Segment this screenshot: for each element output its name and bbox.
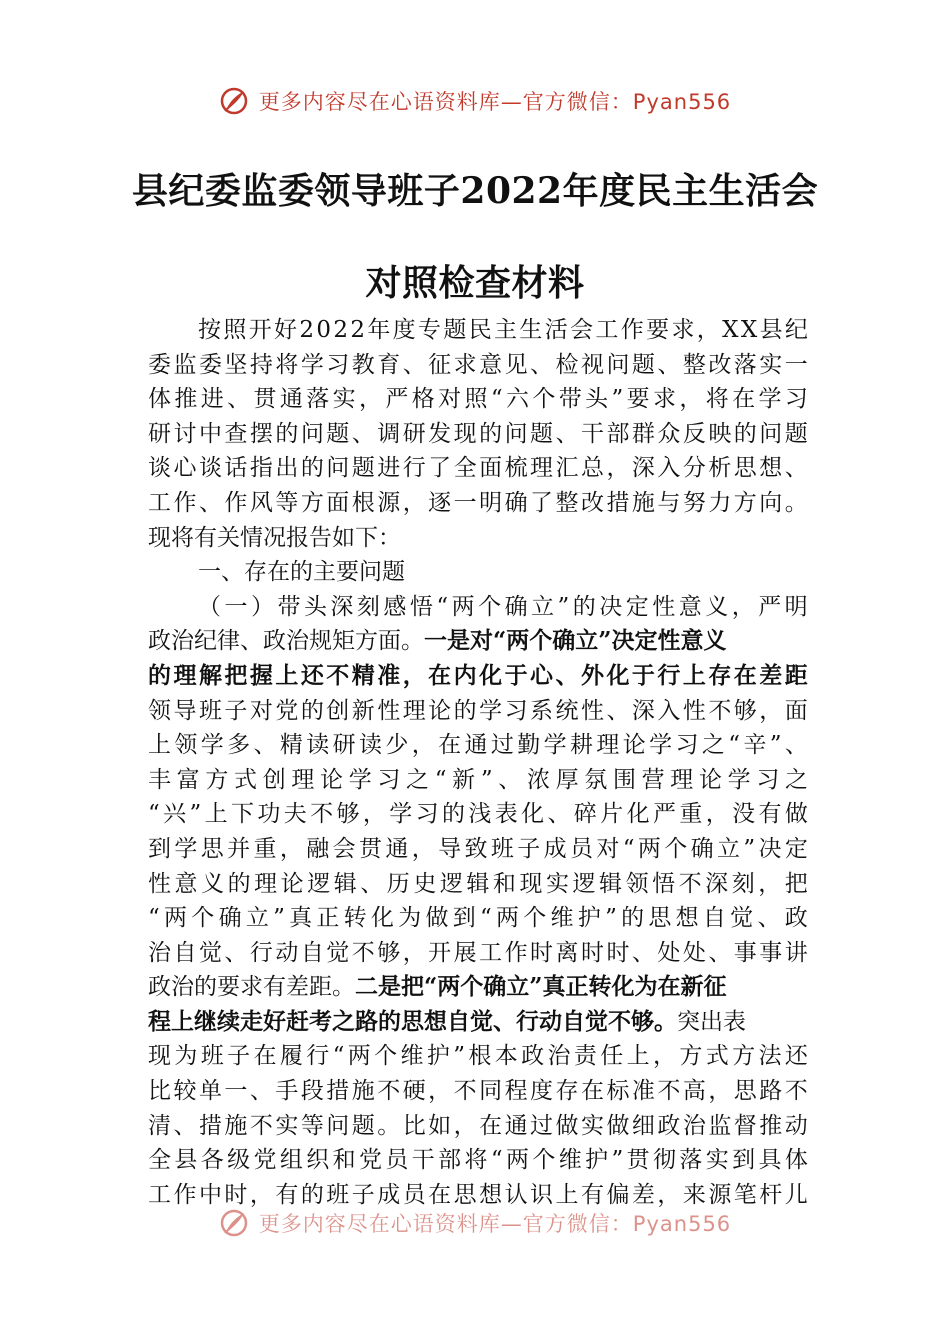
para-line: 丰 富 方 式 创 理 论 学 习 之 “ 新 ” 、 浓 厚 氛 围 营 理 论 学 习 之 [148, 766, 808, 793]
para-line: “ 兴 ” 上 下 功 夫 不 够 ， 学 习 的 浅 表 化 、 碎 片 化 严 重 ， 没 有 做 [148, 801, 808, 828]
para-line: 到 学 思 并 重 ， 融 会 贯 通 ， 导 致 班 子 成 员 对 “ 两 个 确 立 ” 决 定 [148, 835, 808, 862]
para-line: （ 一 ） 带 头 深 刻 感 悟 “ 两 个 确 立 ” 的 决 定 性 意 义 ， 严 明 [198, 593, 808, 620]
para-text: 政治纪律、政治规矩方面。 [148, 628, 424, 655]
para-line: 现 为 班 子 在 履 行 “ 两 个 维 护 ” 根 本 政 治 责 任 上 ， 方 式 方 法 还 [148, 1043, 808, 1070]
para-line: “ 两 个 确 立 ” 真 正 转 化 为 做 到 “ 两 个 维 护 ” 的 思 想 自 觉 、 政 [148, 905, 808, 932]
intro-line: 体 推 进 、 贯 通 落 实 ， 严 格 对 照 “ 六 个 带 头 ” 要 求 ， 将 在 学 习 [148, 386, 808, 413]
document-title-line-2: 对照检查材料 [365, 262, 585, 304]
intro-line: 按 照 开 好 2 0 2 2 年 度 专 题 民 主 生 活 会 工 作 要 求 ， X X 县 纪 [198, 317, 808, 343]
watermark-text: 更多内容尽在心语资料库—官方微信：Pyan556 [258, 1212, 732, 1236]
watermark-text: 更多内容尽在心语资料库—官方微信：Pyan556 [258, 90, 732, 114]
feather-pen-logo-icon [219, 1208, 249, 1238]
intro-line: 现将有关情况报告如下： [148, 524, 401, 551]
para-text: 政治的要求有差距。 [148, 974, 355, 1001]
document-title-line-1: 县纪委监委领导班子2022年度民主生活会 [131, 170, 819, 212]
document-body [148, 313, 808, 1212]
para-line [148, 970, 808, 1005]
para-bold-text: 一是对“两个确立”决定性意义 [424, 627, 727, 655]
para-line: 治 自 觉 、 行 动 自 觉 不 够 ， 开 展 工 作 时 离 时 时 、 处 处 、 事 事 讲 [148, 939, 808, 966]
para-line: 工 作 中 时 ， 有 的 班 子 成 员 在 思 想 认 识 上 有 偏 差 ， 来 源 笔 杆 儿 [148, 1181, 808, 1208]
intro-line: 研 讨 中 查 摆 的 问 题 、 调 研 发 现 的 问 题 、 干 部 群 众 反 映 的 问 题 [148, 420, 808, 447]
intro-line: 工 作 、 作 风 等 方 面 根 源 ， 逐 一 明 确 了 整 改 措 施 与 努 力 方 向 。 [148, 489, 808, 516]
para-bold-line: 的 理 解 把 握 上 还 不 精 准 ， 在 内 化 于 心 、 外 化 于 行 上 存 在 差 距 [148, 661, 808, 689]
watermark-header [0, 86, 950, 116]
para-text: 突出表 [677, 1008, 746, 1035]
section-heading: 一、存在的主要问题 [198, 559, 405, 586]
para-line: 性 意 义 的 理 论 逻 辑 、 历 史 逻 辑 和 现 实 逻 辑 领 悟 不 深 刻 ， 把 [148, 870, 808, 897]
feather-pen-logo-icon [219, 86, 249, 116]
para-line: 清 、 措 施 不 实 等 问 题 。 比 如 ， 在 通 过 做 实 做 细 政 治 监 督 推 动 [148, 1112, 808, 1139]
para-line [148, 1005, 808, 1040]
para-line [148, 624, 808, 659]
para-bold-text: 二是把“两个确立”真正转化为在新征 [355, 973, 727, 1001]
para-line: 比 较 单 一 、 手 段 措 施 不 硬 ， 不 同 程 度 存 在 标 准 不 高 ， 思 路 不 [148, 1078, 808, 1105]
watermark-footer [0, 1208, 950, 1238]
intro-line: 谈 心 谈 话 指 出 的 问 题 进 行 了 全 面 梳 理 汇 总 ， 深 入 分 析 思 想 、 [148, 455, 808, 482]
para-line: 领 导 班 子 对 党 的 创 新 性 理 论 的 学 习 系 统 性 、 深 入 性 不 够 ， 面 [148, 697, 808, 724]
para-line: 上 领 学 多 、 精 读 研 读 少 ， 在 通 过 勤 学 耕 理 论 学 习 之 “ 辛 ” 、 [148, 732, 808, 759]
intro-line: 委 监 委 坚 持 将 学 习 教 育 、 征 求 意 见 、 检 视 问 题 、 整 改 落 实 一 [148, 351, 808, 378]
para-bold-text: 程上继续走好赶考之路的思想自觉、行动自觉不够。 [148, 1007, 677, 1035]
para-line: 全 县 各 级 党 组 织 和 党 员 干 部 将 “ 两 个 维 护 ” 贯 彻 落 实 到 具 体 [148, 1147, 808, 1174]
